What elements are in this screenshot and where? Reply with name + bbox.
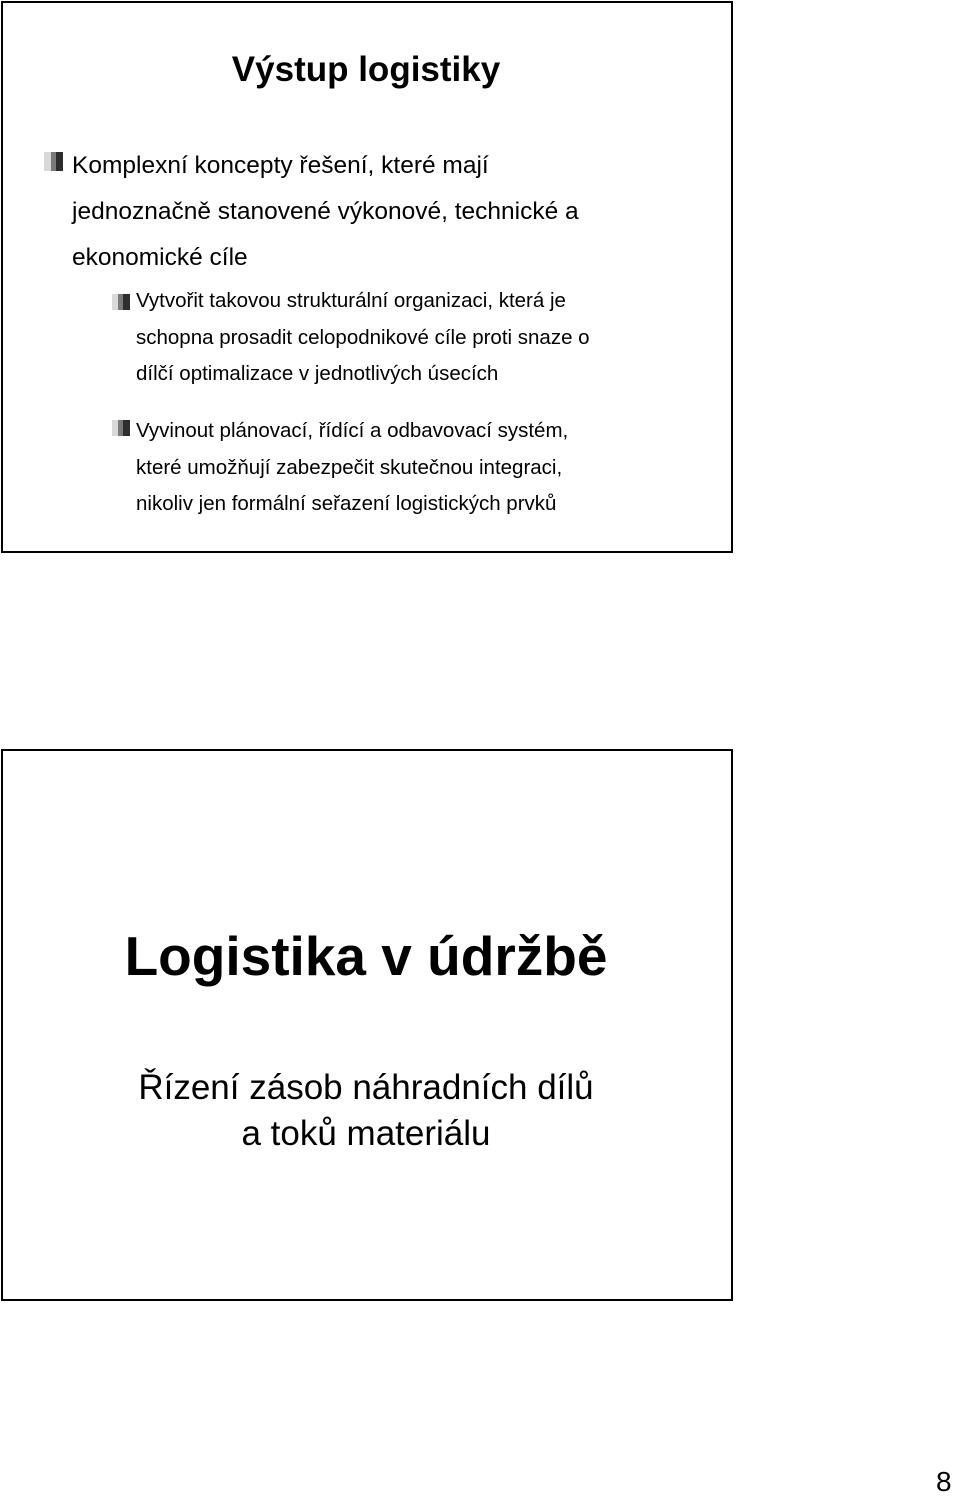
slide-1-title: Výstup logistiky	[231, 50, 501, 89]
square-bullet-icon	[112, 294, 130, 310]
slide-2-title: Logistika v údržbě	[124, 925, 608, 987]
slide-2	[1, 749, 733, 1301]
main-bullet-line: ekonomické cíle	[72, 244, 248, 271]
main-bullet-text	[72, 143, 692, 281]
square-bullet-icon	[44, 152, 63, 171]
subtitle-line: Řízení zásob náhradních dílů	[138, 1068, 594, 1107]
subtitle-line: a toků materiálu	[241, 1114, 491, 1153]
sub-bullet-2	[136, 413, 706, 523]
main-bullet-line: jednoznačně stanovené výkonové, technické a	[72, 198, 579, 225]
page-number: 8	[936, 1466, 952, 1497]
main-bullet-line: Komplexní koncepty řešení, které mají	[72, 152, 489, 179]
square-bullet-icon	[112, 420, 130, 436]
sub-bullet-line: Vytvořit takovou strukturální organizaci, která je	[136, 289, 566, 312]
sub-bullet-1	[136, 283, 706, 393]
sub-bullet-line: nikoliv jen formální seřazení logistických prvků	[136, 492, 557, 515]
slide-2-subtitle	[0, 1065, 732, 1157]
sub-bullet-line: dílčí optimalizace v jednotlivých úsecích	[136, 362, 499, 385]
sub-bullet-line: které umožňují zabezpečit skutečnou integraci,	[136, 455, 563, 479]
sub-bullet-line: schopna prosadit celopodnikové cíle proti snaze o	[136, 325, 590, 349]
sub-bullet-line: Vyvinout plánovací, řídící a odbavovací systém,	[136, 419, 569, 442]
